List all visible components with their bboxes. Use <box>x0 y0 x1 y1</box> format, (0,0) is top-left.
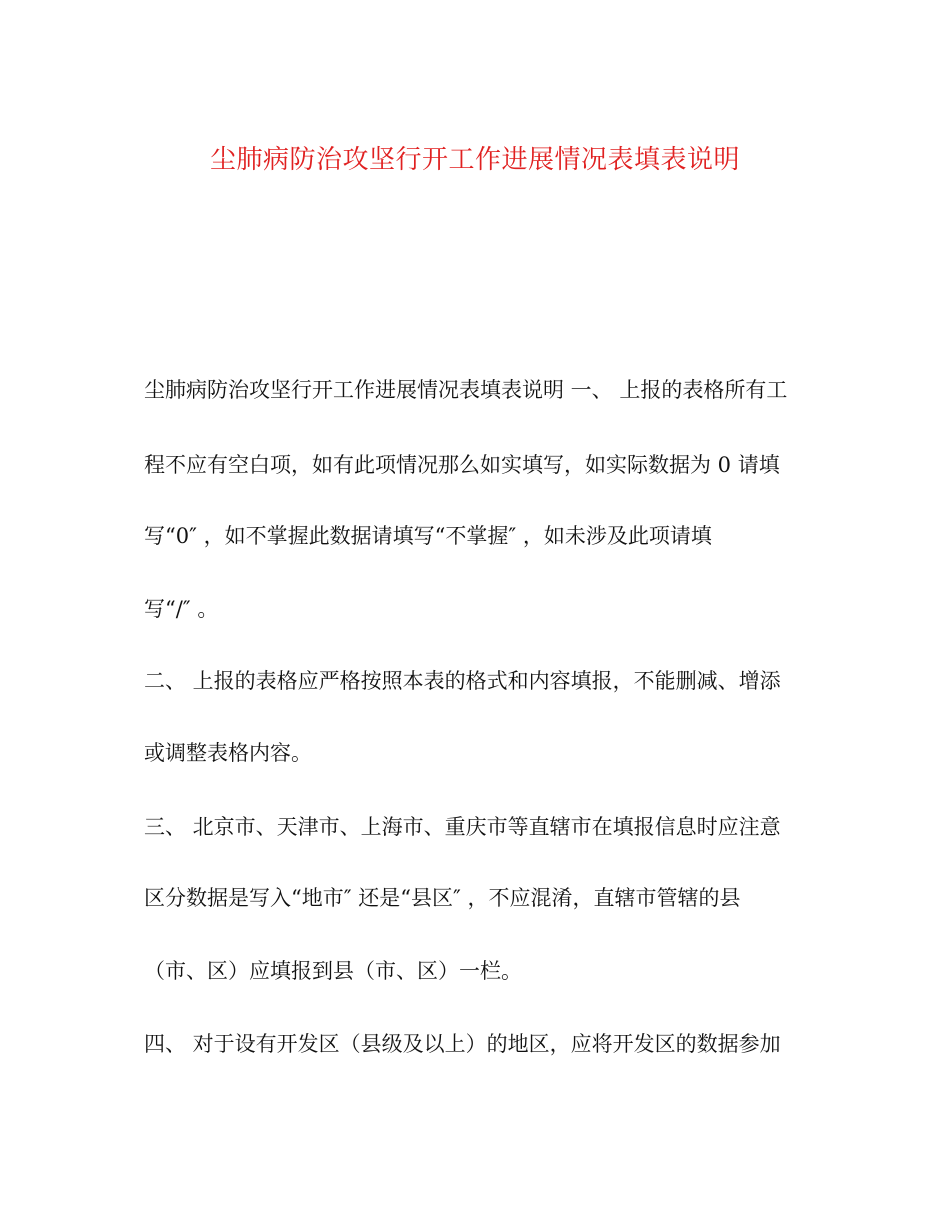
paragraph-line: 尘肺病防治攻坚行开工作进展情况表填表说明 一、 上报的表格所有工 <box>144 378 788 402</box>
paragraph-line: 三、 北京市、天津市、上海市、重庆市等直辖市在填报信息时应注意 <box>144 815 781 839</box>
paragraph-line: 程不应有空白项，如有此项情况那么如实填写，如实际数据为 0 请填 <box>144 453 780 477</box>
paragraph-line: 二、 上报的表格应严格按照本表的格式和内容填报，不能删减、增添 <box>144 669 781 693</box>
paragraph-line: 四、 对于设有开发区（县级及以上）的地区，应将开发区的数据参加 <box>144 1032 781 1056</box>
paragraph-line: （市、区）应填报到县（市、区）一栏。 <box>144 959 522 983</box>
paragraph-line: 写“0″ ，如不掌握此数据请填写“不掌握″ ，如未涉及此项请填 <box>144 524 712 548</box>
paragraph-line: 或调整表格内容。 <box>144 741 312 765</box>
paragraph-line: 写“/″ 。 <box>144 597 219 621</box>
document-title: 尘肺病防治攻坚行开工作进展情况表填表说明 <box>209 145 740 175</box>
paragraph-line: 区分数据是写入“地市″ 还是“县区″ ，不应混淆，直辖市管辖的县 <box>144 886 741 910</box>
